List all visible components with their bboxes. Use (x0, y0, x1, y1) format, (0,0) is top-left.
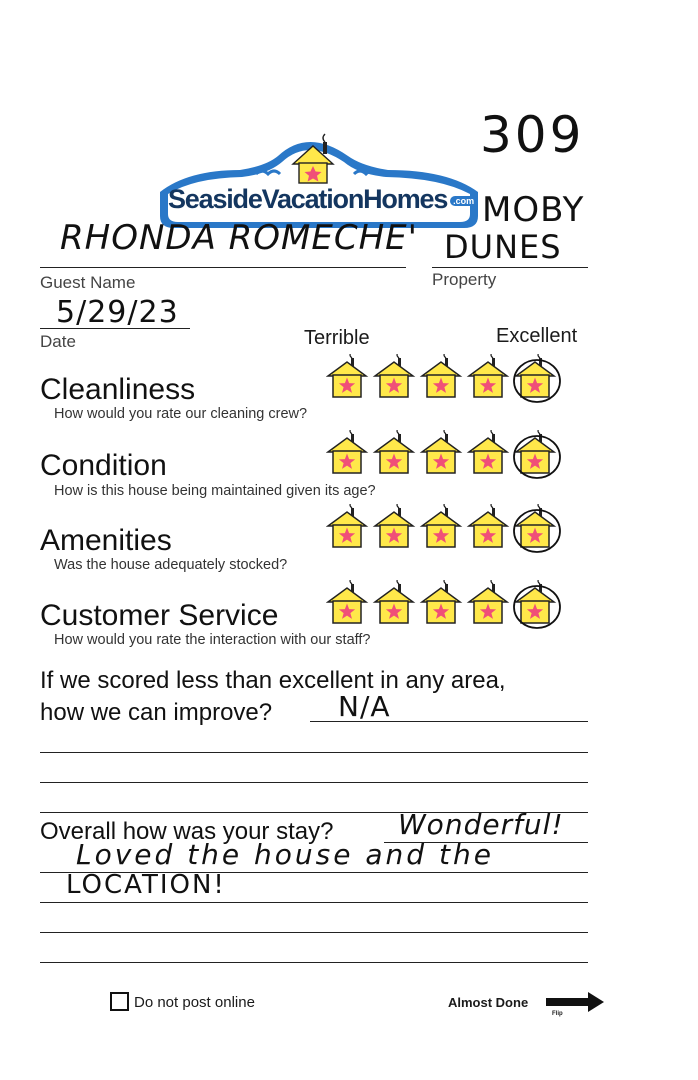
rating-house-icon[interactable] (422, 354, 460, 397)
rating-house-icon[interactable] (422, 430, 460, 473)
property-line1: MOBY (482, 190, 585, 230)
brand-name (168, 184, 477, 215)
category-title: Condition (40, 449, 167, 482)
rating-house-icon[interactable] (422, 580, 460, 623)
rating-house-icon[interactable] (469, 580, 507, 623)
category-subtitle: How would you rate the interaction with our staff? (54, 632, 371, 648)
category-title: Customer Service (40, 599, 279, 632)
property-line (432, 267, 588, 268)
unit-number: 309 (480, 106, 585, 164)
rating-house-icon[interactable] (328, 580, 366, 623)
scale-excellent: Excellent (496, 325, 578, 347)
seaside-logo (148, 130, 490, 232)
do-not-post-checkbox[interactable] (110, 992, 129, 1011)
brand-suffix: .com (450, 196, 477, 206)
rating-house-icon[interactable] (469, 354, 507, 397)
overall-answer-1: Wonderful! (398, 808, 564, 841)
improve-question-line1: If we scored less than excellent in any area, (40, 667, 506, 694)
answer-line[interactable] (40, 782, 588, 783)
answer-line[interactable] (40, 962, 588, 963)
answer-line[interactable] (40, 902, 588, 903)
overall-question: Overall how was your stay? (40, 818, 334, 845)
rating-house-icon[interactable] (469, 430, 507, 473)
rating-house-icon[interactable] (375, 354, 413, 397)
improve-answer: N/A (338, 690, 391, 723)
date-line (40, 328, 190, 329)
rating-house-icon[interactable] (375, 430, 413, 473)
answer-line[interactable] (40, 752, 588, 753)
overall-answer-2: Loved the house and the (76, 838, 494, 871)
overall-answer-3: LOCATION! (66, 870, 226, 900)
guest-name-line (40, 267, 406, 268)
category-title: Cleanliness (40, 373, 196, 406)
do-not-post-label: Do not post online (134, 994, 255, 1011)
date-value: 5/29/23 (56, 295, 179, 330)
category-subtitle: How would you rate our cleaning crew? (54, 406, 308, 422)
improve-question-line2: how we can improve? (40, 699, 273, 726)
rating-house-icon[interactable] (469, 504, 507, 547)
guest-name-value: RHONDA ROMECHE' (60, 218, 418, 258)
rating-houses[interactable] (326, 580, 576, 630)
flip-arrow-icon[interactable] (544, 991, 606, 1013)
rating-houses[interactable] (326, 430, 576, 480)
scale-terrible: Terrible (304, 327, 370, 349)
category-subtitle: How is this house being maintained given its age? (54, 483, 376, 499)
brand-name-text: SeasideVacationHomes (168, 184, 448, 214)
property-line2: DUNES (444, 228, 562, 266)
guest-name-label: Guest Name (40, 273, 136, 292)
rating-house-icon[interactable] (328, 430, 366, 473)
category-title: Amenities (40, 524, 172, 557)
answer-line[interactable] (40, 932, 588, 933)
rating-houses[interactable] (326, 504, 576, 554)
date-label: Date (40, 332, 76, 351)
rating-house-icon[interactable] (375, 580, 413, 623)
property-label: Property (432, 270, 497, 289)
category-subtitle: Was the house adequately stocked? (54, 557, 288, 573)
rating-house-icon[interactable] (328, 504, 366, 547)
rating-house-icon[interactable] (422, 504, 460, 547)
flip-label: Flip (552, 1011, 563, 1017)
almost-done-label: Almost Done (448, 995, 529, 1010)
rating-house-icon[interactable] (328, 354, 366, 397)
rating-house-icon[interactable] (375, 504, 413, 547)
rating-houses[interactable] (326, 354, 576, 404)
